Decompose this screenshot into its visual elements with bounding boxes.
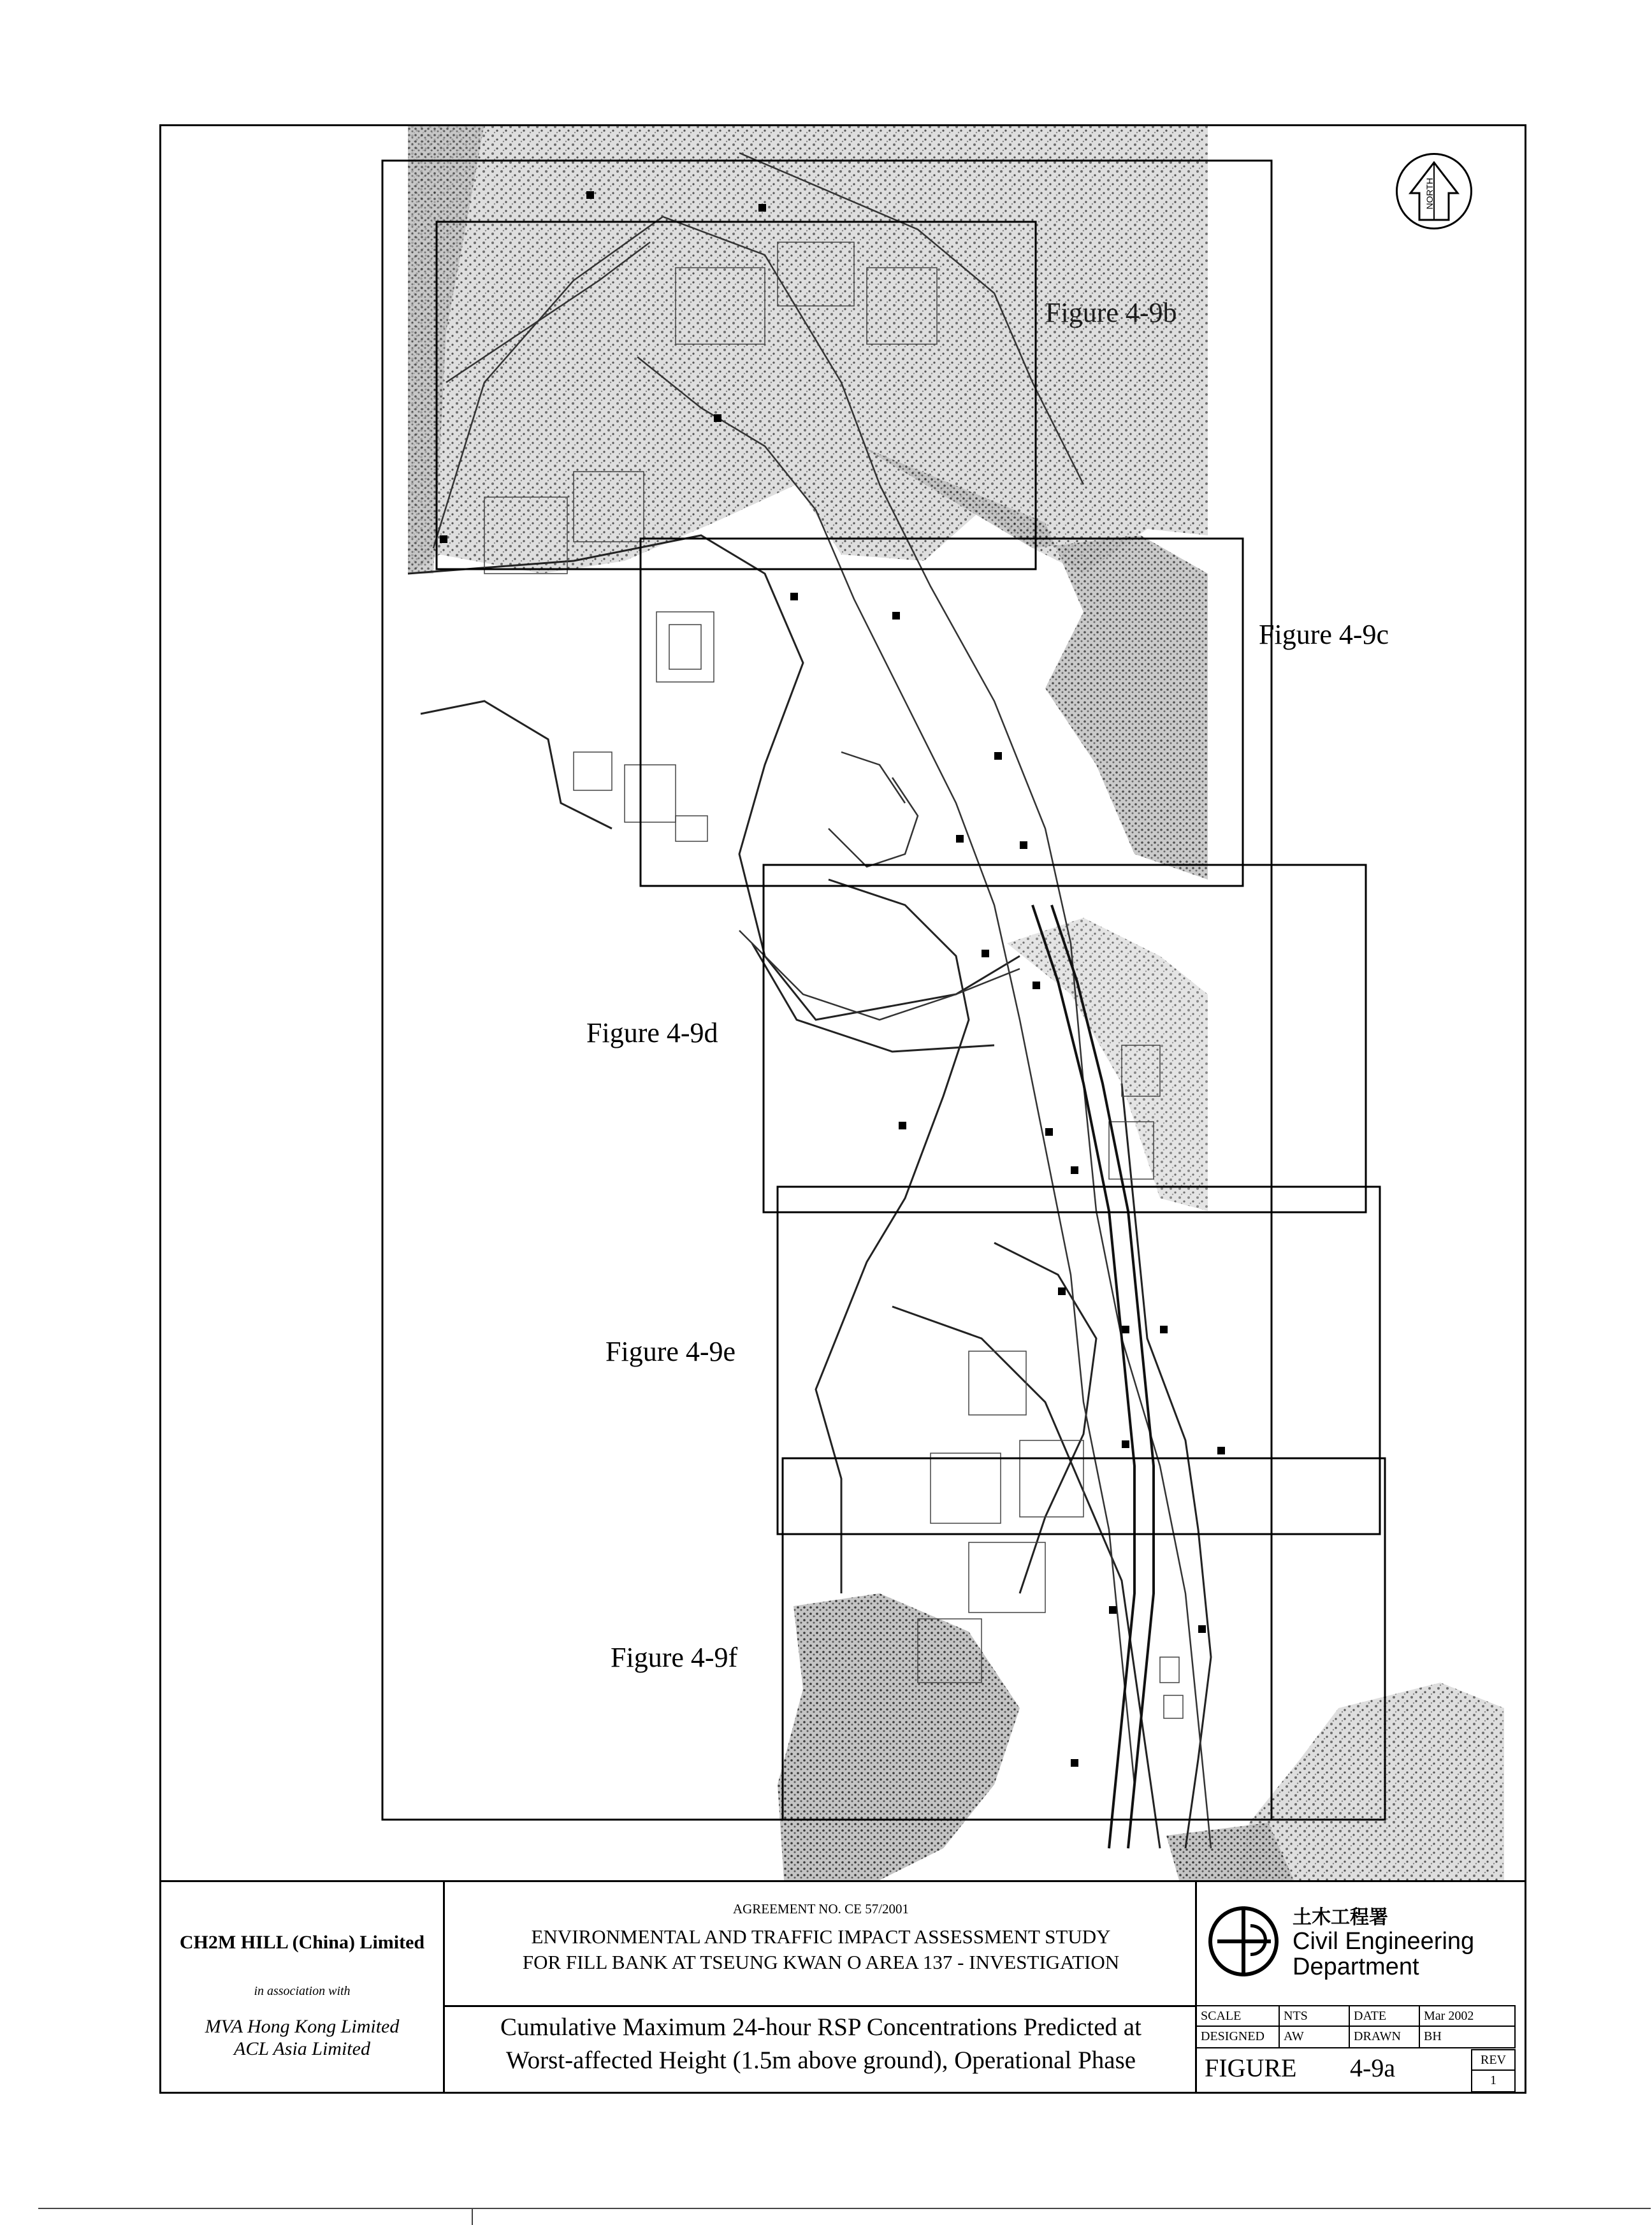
drawn-value: BH: [1420, 2027, 1516, 2048]
drawing-title-line-2: Worst-affected Height (1.5m above ground), Operational Phase: [505, 2047, 1136, 2074]
figure-label-4-9e: Figure 4-9e: [605, 1336, 736, 1367]
footer-rule: [38, 2208, 1651, 2209]
department-name-line-2: Department: [1293, 1953, 1419, 1980]
figure-label-4-9f: Figure 4-9f: [611, 1642, 738, 1673]
consultant-panel: [159, 1882, 445, 2094]
partner-1: MVA Hong Kong Limited: [205, 2016, 400, 2037]
north-label: NORTH: [1424, 178, 1435, 210]
scale-value: NTS: [1280, 2005, 1350, 2027]
date-value: Mar 2002: [1420, 2005, 1516, 2027]
department-chinese: 土木工程署: [1293, 1906, 1388, 1929]
figure-label-4-9d: Figure 4-9d: [586, 1017, 718, 1048]
partner-2: ACL Asia Limited: [234, 2038, 370, 2059]
association-text: in association with: [254, 1984, 351, 1998]
title-block: [159, 1880, 1526, 2094]
north-arrow: [1396, 153, 1472, 229]
designed-label: DESIGNED: [1197, 2027, 1280, 2048]
study-title-line-2: FOR FILL BANK AT TSEUNG KWAN O AREA 137 - INVESTIGATION: [522, 1951, 1120, 1973]
date-label: DATE: [1350, 2005, 1420, 2027]
figure-number: 4-9a: [1350, 2054, 1396, 2082]
figure-label-4-9b: Figure 4-9b: [1045, 297, 1177, 328]
drawn-label: DRAWN: [1350, 2027, 1420, 2048]
title-divider: [445, 2005, 1197, 2007]
drawing-frame: [159, 124, 1526, 2094]
study-title-line-1: ENVIRONMENTAL AND TRAFFIC IMPACT ASSESSMENT STUDY: [531, 1925, 1111, 1948]
agreement-number: AGREEMENT NO. CE 57/2001: [732, 1901, 909, 1917]
scale-label: SCALE: [1197, 2005, 1280, 2027]
designed-value: AW: [1280, 2027, 1350, 2048]
footer-tick: [472, 2208, 473, 2225]
company-name: CH2M HILL (China) Limited: [179, 1932, 425, 1953]
rev-value: 1: [1471, 2071, 1516, 2092]
figure-label: FIGURE: [1205, 2054, 1297, 2082]
study-panel: [445, 1882, 1197, 2094]
department-name-line-1: Civil Engineering: [1293, 1928, 1475, 1955]
department-panel: [1197, 1882, 1526, 2094]
cedd-logo-icon: [1208, 1906, 1279, 1976]
rev-label: REV: [1471, 2049, 1516, 2071]
drawing-title-line-1: Cumulative Maximum 24-hour RSP Concentrations Predicted at: [500, 2013, 1141, 2041]
figure-label-4-9c: Figure 4-9c: [1259, 619, 1389, 650]
